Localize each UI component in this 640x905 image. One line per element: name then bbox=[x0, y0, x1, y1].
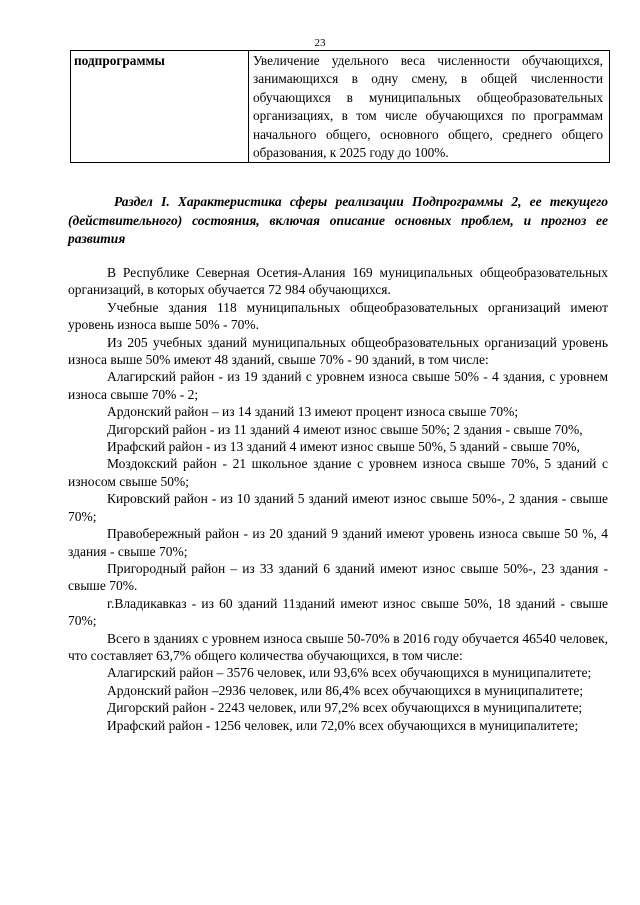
paragraph: Пригородный район – из 33 зданий 6 зданий имеют износ свыше 50%-, 23 здания - свыше 70%. bbox=[68, 560, 608, 594]
paragraph: Алагирский район – 3576 человек, или 93,6% всех обучающихся в муниципалитете; bbox=[107, 665, 592, 681]
paragraph: Алагирский район - из 19 зданий с уровнем износа свыше 50% - 4 здания, с уровнем износа свыше 70% - 2; bbox=[68, 369, 608, 402]
table-label-cell: подпрограммы bbox=[71, 51, 249, 163]
paragraph: Учебные здания 118 муниципальных общеобразовательных организаций имеют уровень износа выше 50% - 70%. bbox=[68, 299, 608, 333]
paragraph: Моздокский район - 21 школьное здание с уровнем износа свыше 70%, 5 зданий с износом свыше 50%; bbox=[68, 456, 608, 489]
paragraph: Дигорский район - из 11 зданий 4 имеют износ свыше 50%; 2 здания - свыше 70%, bbox=[107, 421, 583, 437]
paragraph: Всего в зданиях с уровнем износа свыше 50-70% в 2016 году обучается 46540 человек, что составляет 63,7% общего количества обучающихся, в том числе: bbox=[68, 630, 608, 663]
paragraph: Кировский район - из 10 зданий 5 зданий имеют износ свыше 50%-, 2 здания - свыше 70%; bbox=[68, 491, 608, 524]
page-number: 23 bbox=[314, 37, 326, 49]
section-title: Раздел I. Характеристика сферы реализации Подпрограммы 2, ее текущего (действительного) состояния, включая описание основных проблем, и прогноз ее развития bbox=[68, 194, 608, 246]
paragraph: Ирафский район - из 13 зданий 4 имеют износ свыше 50%, 5 зданий - свыше 70%, bbox=[107, 439, 580, 455]
paragraph: Дигорский район - 2243 человек, или 97,2% всех обучающихся в муниципалитете; bbox=[107, 700, 583, 716]
program-table bbox=[70, 50, 610, 163]
paragraph: Из 205 учебных зданий муниципальных общеобразовательных организаций уровень износа выше 50% имеют 48 зданий, свыше 70% - 90 зданий, в том числе: bbox=[68, 334, 608, 368]
paragraph: г.Владикавказ - из 60 зданий 11зданий имеют износ свыше 50%, 18 зданий - свыше 70%; bbox=[68, 595, 608, 629]
paragraph: В Республике Северная Осетия-Алания 169 муниципальных общеобразовательных организаций, в которых обучается 72 984 обучающихся. bbox=[68, 265, 608, 298]
body-text bbox=[68, 264, 608, 734]
table-value-cell: Увеличение удельного веса численности обучающихся, занимающихся в одну смену, в общей численности обучающихся в муниципальных общеобразовательных организациях, в том числе обучающихся по программам начального общего, основного общего, среднего общего образования, к 2025 году до 100%. bbox=[249, 51, 610, 163]
paragraph: Правобережный район - из 20 зданий 9 зданий имеют уровень износа свыше 50 %, 4 здания - свыше 70%; bbox=[68, 526, 608, 559]
paragraph: Ардонский район – из 14 зданий 13 имеют процент износа свыше 70%; bbox=[107, 404, 519, 420]
paragraph: Ирафский район - 1256 человек, или 72,0% всех обучающихся в муниципалитете; bbox=[107, 717, 579, 733]
table-row bbox=[71, 51, 610, 163]
paragraph: Ардонский район –2936 человек, или 86,4% всех обучающихся в муниципалитете; bbox=[107, 682, 584, 698]
